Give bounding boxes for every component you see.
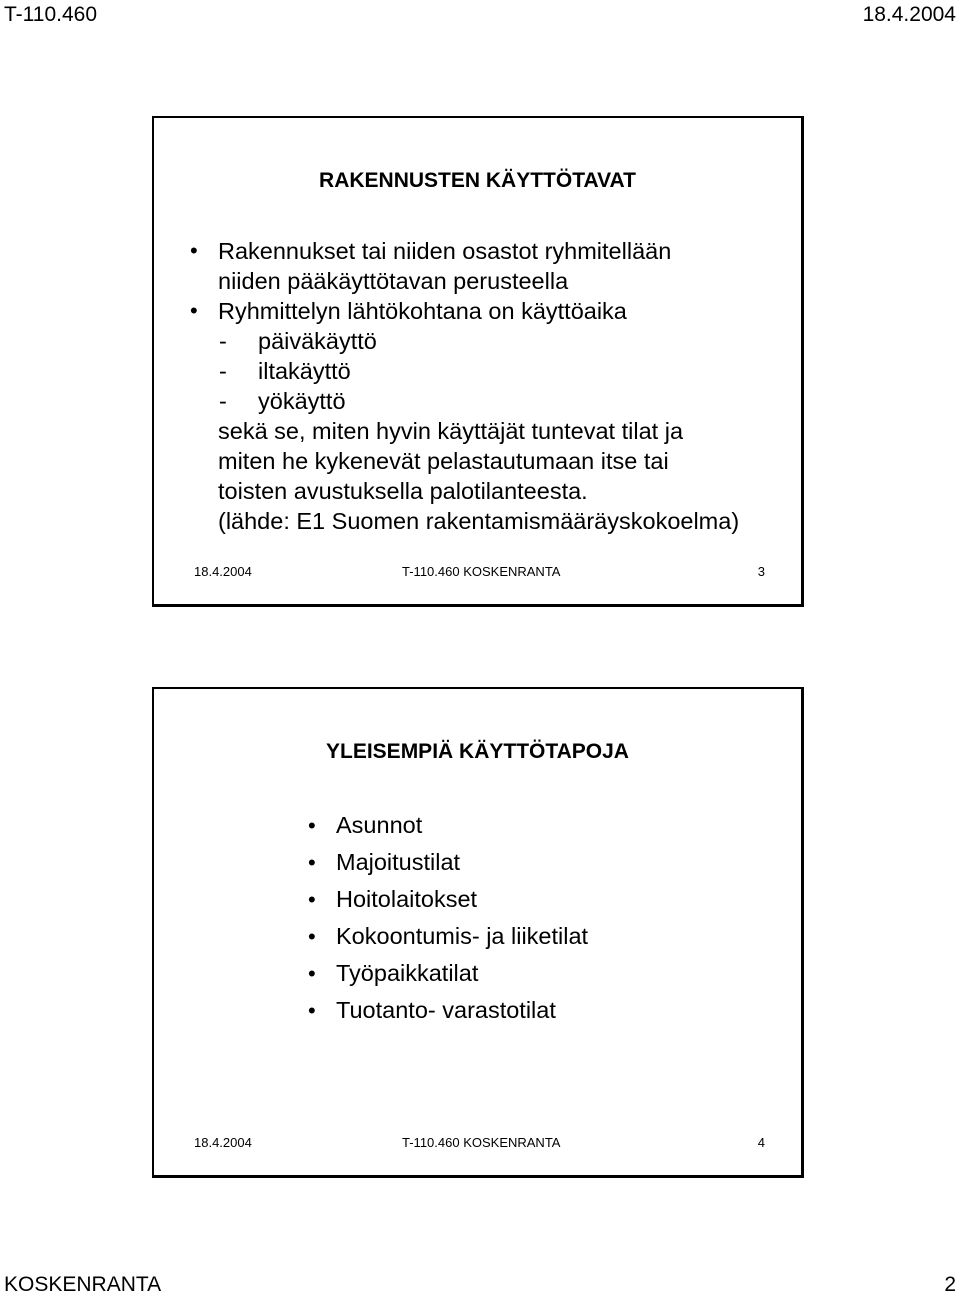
slide-footer (154, 564, 801, 580)
slide-number: 4 (757, 1135, 765, 1150)
page-footer-number: 2 (944, 1273, 956, 1296)
slide-number: 3 (757, 564, 765, 579)
slide-body (190, 236, 790, 536)
dash-item: - iltakäyttö (190, 356, 790, 386)
slide-footer-date: 18.4.2004 (194, 564, 252, 579)
bullet-item: • Ryhmittelyn lähtökohtana on käyttöaika (190, 296, 790, 326)
bullet-item: • Hoitolaitokset (308, 881, 708, 918)
slide-4 (152, 687, 804, 1178)
slide-footer-date: 18.4.2004 (194, 1135, 252, 1150)
page-header-course: T-110.460 (4, 3, 98, 26)
slide-footer (154, 1135, 801, 1151)
bullet-item: • Kokoontumis- ja liiketilat (308, 918, 708, 955)
bullet-item: • Tuotanto- varastotilat (308, 992, 708, 1029)
source-line: (lähde: E1 Suomen rakentamismääräyskokoelma) (218, 508, 740, 534)
slide-title: YLEISEMPIÄ KÄYTTÖTAPOJA (326, 740, 629, 763)
bullet-continuation: niiden pääkäyttötavan perusteella (218, 268, 569, 294)
slide-title: RAKENNUSTEN KÄYTTÖTAVAT (319, 169, 636, 192)
bullet-item: • Majoitustilat (308, 844, 708, 881)
slide-body (308, 807, 708, 1029)
slide-footer-course: T-110.460 KOSKENRANTA (402, 1135, 561, 1150)
bullet-item: • Työpaikkatilat (308, 955, 708, 992)
dash-item: - yökäyttö (190, 386, 790, 416)
dash-item: - päiväkäyttö (190, 326, 790, 356)
text-line: sekä se, miten hyvin käyttäjät tuntevat tilat ja (218, 418, 684, 444)
slide-3 (152, 116, 804, 607)
text-line: miten he kykenevät pelastautumaan itse tai (218, 448, 669, 474)
bullet-item: • Rakennukset tai niiden osastot ryhmitellään (190, 236, 790, 266)
slide-footer-course: T-110.460 KOSKENRANTA (402, 564, 561, 579)
page-header-date: 18.4.2004 (862, 3, 956, 26)
text-line: toisten avustuksella palotilanteesta. (218, 478, 588, 504)
bullet-item: • Asunnot (308, 807, 708, 844)
page-footer-author: KOSKENRANTA (4, 1273, 162, 1296)
